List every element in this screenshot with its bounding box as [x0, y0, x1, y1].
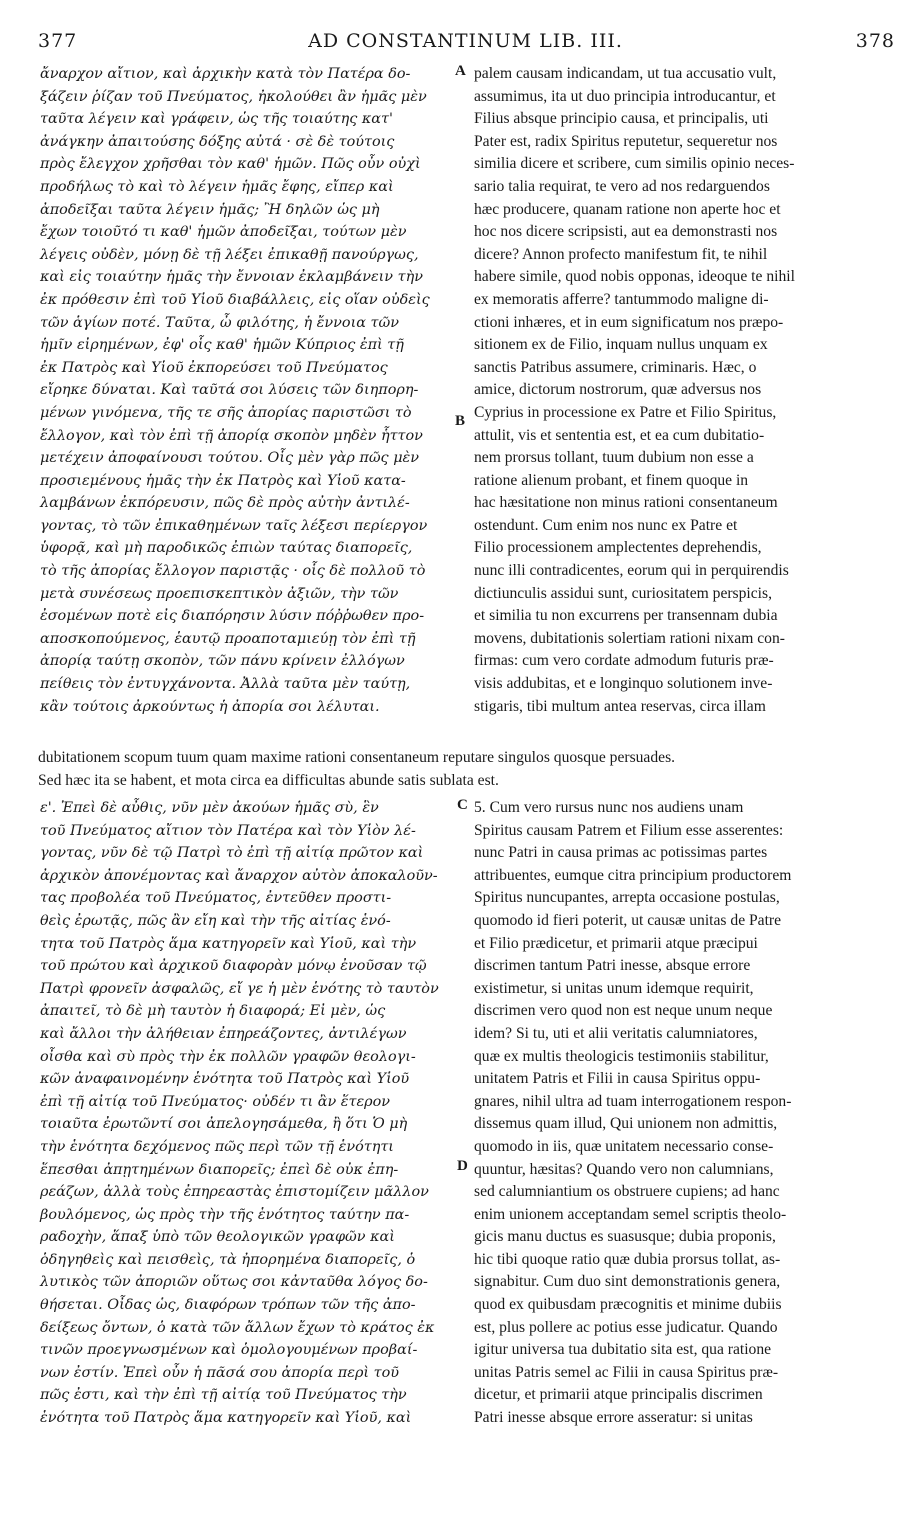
greek-top-line: μετέχειν ἀποφαίνουσι τούτου. Οἷς μὲν γὰρ πῶς μὲν [40, 450, 420, 467]
latin-top-line: assumimus, ita ut duo principia introducantur, et [474, 87, 776, 105]
latin-top-line: et similia tu non excurrens per transennam dubia [474, 607, 778, 625]
latin-bottom-line: nunc Patri in causa primas ac potissimas partes [474, 844, 768, 862]
greek-bottom-line: νων ἐστίν. Ἐπεὶ οὖν ἡ πᾶσά σου ἀπορία περὶ τοῦ [40, 1364, 400, 1381]
greek-top-line: ἐκ Πατρὸς καὶ Υἱοῦ ἐκπορεύσει τοῦ Πνεύματος [40, 359, 388, 376]
latin-full-line: dubitationem scopum tuum quam maxime rationi consentaneum reputare singulos quosque persuades. [38, 749, 676, 766]
greek-top-line: ἐσομένων ποτὲ εἰς διαπόρησιν λύσιν πόῤῥωθεν προ- [40, 608, 425, 625]
latin-bottom-line: gnares, nihil ultra ad tuam interrogationem respon- [474, 1092, 792, 1110]
latin-column-bottom [474, 797, 886, 1430]
latin-bottom-line: est, plus pollere ac potius esse judicatur. Quando [474, 1318, 778, 1336]
latin-bottom-line: dicetur, et primarii atque principalis discrimen [474, 1386, 763, 1404]
latin-top-line: ostendunt. Cum enim nos nunc ex Patre et [474, 516, 738, 534]
greek-bottom-line: τοιαῦτα ἐρωτῶντί σοι ἀπελογησάμεθα, ἢ ὅτι Ὁ μὴ [40, 1116, 408, 1133]
latin-bottom-line: quæ ex multis theologicis testimoniis stabilitur, [474, 1047, 769, 1065]
latin-bottom-line: unitatem Patris et Filii in causa Spiritus oppu- [474, 1070, 761, 1088]
latin-bottom-line: dissemus quam illud, Qui unionem non admittis, [474, 1115, 778, 1133]
latin-top-line: hac hæsitatione non minus rationi consentaneum [474, 494, 778, 512]
greek-bottom-line: ἕπεσθαι ἀπῃτημένων διαπορεῖς; ἐπεὶ δὲ οὐκ ἐπη- [40, 1161, 399, 1178]
greek-top-line: ξάζειν ῥίζαν τοῦ Πνεύματος, ἠκολούθει ἂν ἡμᾶς μὲν [40, 88, 427, 105]
latin-bottom-line: gicis manu ductus es suasusque; dubia proponis, [474, 1228, 776, 1246]
greek-bottom-line: ραδοχὴν, ἅπαξ ὑπὸ τῶν θεολογικῶν γραφῶν καὶ [40, 1229, 395, 1246]
greek-top-line: προδήλως τὸ καὶ τὸ λέγειν ἡμᾶς ἔφης, εἴπερ καὶ [40, 178, 394, 195]
greek-column-top [40, 63, 450, 718]
margin-mark-d: D [457, 1158, 468, 1174]
greek-bottom-line: δείξεως ὄντων, ὁ κατὰ τῶν ἄλλων ἔχων τὸ κράτος ἐκ [40, 1319, 435, 1336]
greek-top-line: ἀνάγκην ἀπαιτούσης δόξης αὐτά · σὲ δὲ τούτοις [40, 133, 395, 150]
greek-top-line: πείθεις τὸν ἐντυγχάνοντα. Ἀλλὰ ταῦτα μὲν ταύτῃ, [40, 676, 411, 693]
greek-top-line: ἔλλογον, καὶ τὸν ἐπὶ τῇ ἀπορίᾳ σκοπὸν μηδὲν ἧττον [40, 427, 423, 444]
greek-bottom-line: τητα τοῦ Πατρὸς ἅμα κατηγορεῖν καὶ Υἱοῦ, καὶ τὴν [40, 935, 417, 952]
latin-top-line: ex memoratis afferre? tantummodo maligne di- [474, 290, 769, 308]
greek-top-line: πρὸς ἔλεγχον χρῆσθαι τὸν καθ' ἡμῶν. Πῶς οὖν οὐχὶ [40, 156, 421, 173]
greek-top-line: ἡμῖν εἰρημένων, ἐφ' οἷς καθ' ἡμῶν Κύπριος ἐπὶ τῇ [40, 337, 404, 354]
page-number-right: 378 [855, 30, 895, 52]
latin-top-line: nem prorsus tollant, tuum dubium non esse a [474, 449, 754, 467]
greek-bottom-line: τοῦ πρώτου καὶ ἀρχικοῦ διαφορὰν μόνῳ ἐνοῦσαν τῷ [40, 958, 427, 975]
margin-mark-b: B [455, 413, 466, 429]
greek-top-line: κἂν τούτοις ἀρκούντως ἡ ἀπορία σοι λέλυται. [40, 698, 380, 715]
latin-top-line: Filius absque principio causa, et principalis, uti [474, 110, 769, 128]
latin-bottom-line: discrimen vero quod non est neque unum neque [474, 1002, 773, 1020]
greek-bottom-line: ὁδηγηθεὶς καὶ πεισθεὶς, τὰ ἠπορημένα διαπορεῖς, ὁ [40, 1251, 416, 1268]
latin-bottom-line: 5. Cum vero rursus nunc nos audiens unam [474, 799, 744, 816]
greek-bottom-line: κῶν ἀναφαινομένην ἑνότητα τοῦ Πατρὸς καὶ Υἱοῦ [40, 1071, 410, 1088]
page-header [30, 30, 901, 60]
latin-top-line: nunc illi contradicentes, eorum qui in perquirendis [474, 562, 789, 580]
latin-bottom-line: existimetur, si unitas unum idemque requirit, [474, 979, 754, 997]
latin-bottom-line: hic tibi quoque ratio quæ dubia prorsus tollat, as- [474, 1250, 781, 1268]
greek-top-line: αποσκοπούμενος, ἑαυτῷ προαποταμιεύῃ τὸν ἐπὶ τῇ [40, 630, 416, 647]
greek-bottom-line: λυτικὸς τῶν ἀποριῶν οὕτως σοι κἀνταῦθα λόγος δο- [40, 1274, 428, 1291]
greek-top-line: καὶ εἰς τοιαύτην ἡμᾶς τὴν ἔννοιαν ἐκλαμβάνειν τὴν [40, 269, 423, 286]
latin-bottom-line: discrimen tantum Patri inesse, absque errore [474, 957, 751, 975]
latin-top-line: visis addubitas, et e longinquo solutionem inve- [474, 675, 773, 693]
greek-bottom-line: Πατρὶ φρονεῖν ἀσφαλῶς, εἴ γε ἡ μὲν ἑνότης τὸ ταυτὸν [40, 980, 439, 997]
greek-top-line: ἀποδεῖξαι ταῦτα λέγειν ἡμᾶς; Ἢ δηλῶν ὡς μὴ [40, 201, 380, 218]
margin-mark-a: A [455, 63, 466, 79]
latin-top-line: amice, dictorum nostrorum, quæ adversus nos [474, 381, 762, 399]
latin-bottom-line: quomodo in iis, quæ unitatem necessario conse- [474, 1137, 774, 1155]
latin-bottom-line: idem? Si tu, uti et alii veritatis calumniatores, [474, 1024, 758, 1042]
latin-top-line: ctioni inhæres, et in eum significatum nos præpo- [474, 313, 784, 331]
greek-top-line: τὸ τῆς ἀπορίας ἔλλογον παριστᾷς · οἷς δὲ πολλοῦ τὸ [40, 563, 426, 580]
greek-bottom-line: γοντας, νῦν δὲ τῷ Πατρὶ τὸ ἐπὶ τῇ αἰτίᾳ πρῶτον καὶ [40, 845, 424, 862]
latin-bottom-line: sed calumniantium os obstruere cupiens; ad hanc [474, 1183, 780, 1201]
page-number-left: 377 [38, 30, 78, 52]
greek-top-line: γοντας, τὸ τῶν ἐπικαθημένων ταῖς λέξεσι περίεργον [40, 517, 428, 534]
greek-bottom-line: πῶς ἐστι, καὶ τὴν ἐπὶ τῇ αἰτίᾳ τοῦ Πνεύματος τὴν [40, 1387, 407, 1404]
latin-column-top [474, 63, 886, 718]
greek-top-line: λαμβάνων ἐκπόρευσιν, πῶς δὲ πρὸς αὐτὴν ἀντιλέ- [40, 495, 410, 512]
greek-top-line: μένων γινόμενα, τῆς τε σῆς ἀπορίας παριστῶσι τὸ [40, 404, 412, 421]
latin-top-line: palem causam indicandam, ut tua accusatio vult, [474, 65, 777, 82]
greek-top-line: ἔχων τοιοῦτό τι καθ' ἡμῶν ἀποδεῖξαι, τούτων μὲν [40, 224, 407, 241]
greek-bottom-line: ἐπὶ τῇ αἰτίᾳ τοῦ Πνεύματος· οὐδέν τι ἂν ἕτερον [40, 1093, 391, 1110]
latin-bottom-line: et Filio prædicetur, et primarii atque præcipui [474, 934, 758, 952]
latin-full-line: Sed hæc ita se habent, et mota circa ea difficultas abunde satis sublata est. [38, 771, 499, 789]
greek-bottom-line: καὶ ἄλλοι τὴν ἀλήθειαν ἐπηρεάζοντες, ἀντιλέγων [40, 1025, 407, 1042]
greek-top-line: μετὰ συνέσεως προεπισκεπτικὸν ἀξιῶν, τὴν τῶν [40, 585, 399, 602]
running-title: AD CONSTANTINUM LIB. III. [308, 30, 623, 52]
greek-top-line: εἴρηκε δύναται. Καὶ ταῦτά σοι λύσεις τῶν διηπορη- [40, 382, 419, 399]
latin-bottom-line: quomodo id fieri poterit, ut causæ unitas de Patre [474, 911, 782, 929]
latin-bottom-line: attribuentes, eumque citra principium productorem [474, 866, 792, 884]
greek-top-line: λέγεις οὐδὲν, μόνῃ δὲ τῇ λέξει ἐπικαθῇ πανούργως, [40, 246, 419, 263]
latin-top-line: dicere? Annon profecto manifestum fit, te nihil [474, 245, 768, 263]
greek-column-bottom [40, 797, 450, 1430]
latin-bottom-line: quuntur, hæsitas? Quando vero non calumnians, [474, 1160, 774, 1178]
greek-top-line: ὑφορᾷ, καὶ μὴ παροδικῶς ἐπιὼν ταύτας διαπορεῖς, [40, 540, 413, 557]
latin-top-line: Pater est, radix Spiritus reputetur, sequeretur nos [474, 132, 778, 150]
latin-bottom-line: signabitur. Cum duo sint demonstrationis genera, [474, 1273, 781, 1291]
greek-bottom-line: βουλόμενος, ὡς πρὸς τὴν τῆς ἑνότητος ταύτην πα- [40, 1206, 410, 1223]
latin-top-line: sanctis Patribus assumere, criminaris. Hæc, o [474, 358, 757, 376]
greek-bottom-line: θήσεται. Οἶδας ὡς, διαφόρων τρόπων τῶν τῆς ἀπο- [40, 1297, 416, 1314]
greek-bottom-line: ἀπαιτεῖ, τὸ δὲ μὴ ταυτὸν ἡ διαφορά; Εἰ μὲν, ὡς [40, 1003, 386, 1020]
latin-top-line: stigaris, tibi multum antea reservas, circa illam [474, 697, 766, 715]
greek-top-line: ἀπορίᾳ ταύτῃ σκοπὸν, τῶν πάνυ κρίνειν ἐλλόγων [40, 653, 405, 670]
latin-top-line: similia dicere et scribere, cum similis opinio neces- [474, 155, 795, 173]
latin-top-line: ratione alienum probant, et finem quoque in [474, 471, 749, 489]
greek-top-line: ἄναρχον αἴτιον, καὶ ἀρχικὴν κατὰ τὸν Πατέρα δο- [40, 66, 411, 82]
latin-top-line: hoc nos dicere scripsisti, aut ea demonstrasti nos [474, 223, 778, 241]
latin-top-line: Cyprius in processione ex Patre et Filio Spiritus, [474, 403, 777, 421]
margin-mark-c: C [457, 797, 468, 813]
greek-top-line: ταῦτα λέγειν καὶ γράφειν, ὡς τῆς τοιαύτης κατ' [40, 111, 393, 128]
latin-bottom-line: quod ex quibusdam præcognitis et minime dubiis [474, 1296, 782, 1314]
latin-full-width-text [38, 747, 888, 792]
greek-bottom-line: τὴν ἑνότητα δεχόμενος πῶς περὶ τῶν τῇ ἑνότητι [40, 1138, 394, 1155]
latin-top-line: movens, dubitationis solertiam rationi nixam con- [474, 629, 785, 647]
latin-bottom-line: Patri inesse absque errore asseratur: si unitas [474, 1409, 753, 1427]
latin-bottom-line: unitas Patris semel ac Filii in causa Spiritus præ- [474, 1363, 779, 1381]
greek-top-line: προσιεμένους ἡμᾶς τὴν ἐκ Πατρὸς καὶ Υἱοῦ κατα- [40, 472, 406, 489]
latin-bottom-line: Spiritus causam Patrem et Filium esse asserentes: [474, 821, 784, 839]
greek-bottom-line: τας προβολέα τοῦ Πνεύματος, ἐντεῦθεν προστι- [40, 890, 392, 907]
latin-top-line: firmas: cum vero cordate admodum futuris præ- [474, 652, 774, 670]
latin-top-line: habere simile, quod nobis opponas, ideoque te nihil [474, 268, 795, 286]
greek-bottom-line: θεὶς ἐρωτᾷς, πῶς ἂν εἴη καὶ τὴν τῆς αἰτίας ἑνό- [40, 912, 391, 929]
latin-top-line: attulit, vis et sententia est, et ea cum dubitatio- [474, 426, 765, 444]
greek-top-line: τῶν ἁγίων ποτέ. Ταῦτα, ὦ φιλότης, ἡ ἔννοια τῶν [40, 314, 399, 331]
greek-bottom-line: τινῶν προεγνωσμένων καὶ ὁμολογουμένων προβαί- [40, 1342, 418, 1359]
greek-bottom-line: οἶσθα καὶ σὺ πρὸς τὴν ἐκ πολλῶν γραφῶν θεολογι- [40, 1048, 416, 1065]
latin-top-line: sitionem ex de Filio, inquam nullus unquam ex [474, 336, 768, 354]
greek-top-line: ἐκ πρόθεσιν ἐπὶ τοῦ Υἱοῦ διαβάλλεις, εἰς οἵαν οὐδεὶς [40, 291, 430, 308]
latin-top-line: dictiunculis assidui sunt, curiositatem perspicis, [474, 584, 772, 602]
greek-bottom-line: ἀρχικὸν ἀπονέμοντας καὶ ἄναρχον αὐτὸν ἀποκαλοῦν- [40, 867, 438, 884]
greek-bottom-line: ἑνότητα τοῦ Πατρὸς ἅμα κατηγορεῖν καὶ Υἱοῦ, καὶ [40, 1410, 412, 1427]
greek-bottom-line: ε'. Ἐπεὶ δὲ αὖθις, νῦν μὲν ἀκούων ἡμᾶς σὺ, ἓν [40, 800, 379, 816]
latin-top-line: hæc producere, quanam ratione non aperte hoc et [474, 200, 781, 218]
latin-bottom-line: enim unionem acceptandam semel scriptis theolo- [474, 1205, 787, 1223]
latin-bottom-line: igitur universa tua dubitatio sita est, qua ratione [474, 1341, 772, 1359]
latin-bottom-line: Spiritus nuncupantes, arrepta occasione postulas, [474, 889, 780, 907]
greek-bottom-line: ρεάζων, ἀλλὰ τοὺς ἐπηρεαστὰς ἐπιστομίζειν μᾶλλον [40, 1184, 429, 1201]
latin-top-line: Filio processionem amplectentes deprehendis, [474, 539, 762, 557]
latin-top-line: sario talia requirat, te vero ad nos redarguendos [474, 177, 770, 195]
greek-bottom-line: τοῦ Πνεύματος αἴτιον τὸν Πατέρα καὶ τὸν Υἱὸν λέ- [40, 822, 416, 839]
